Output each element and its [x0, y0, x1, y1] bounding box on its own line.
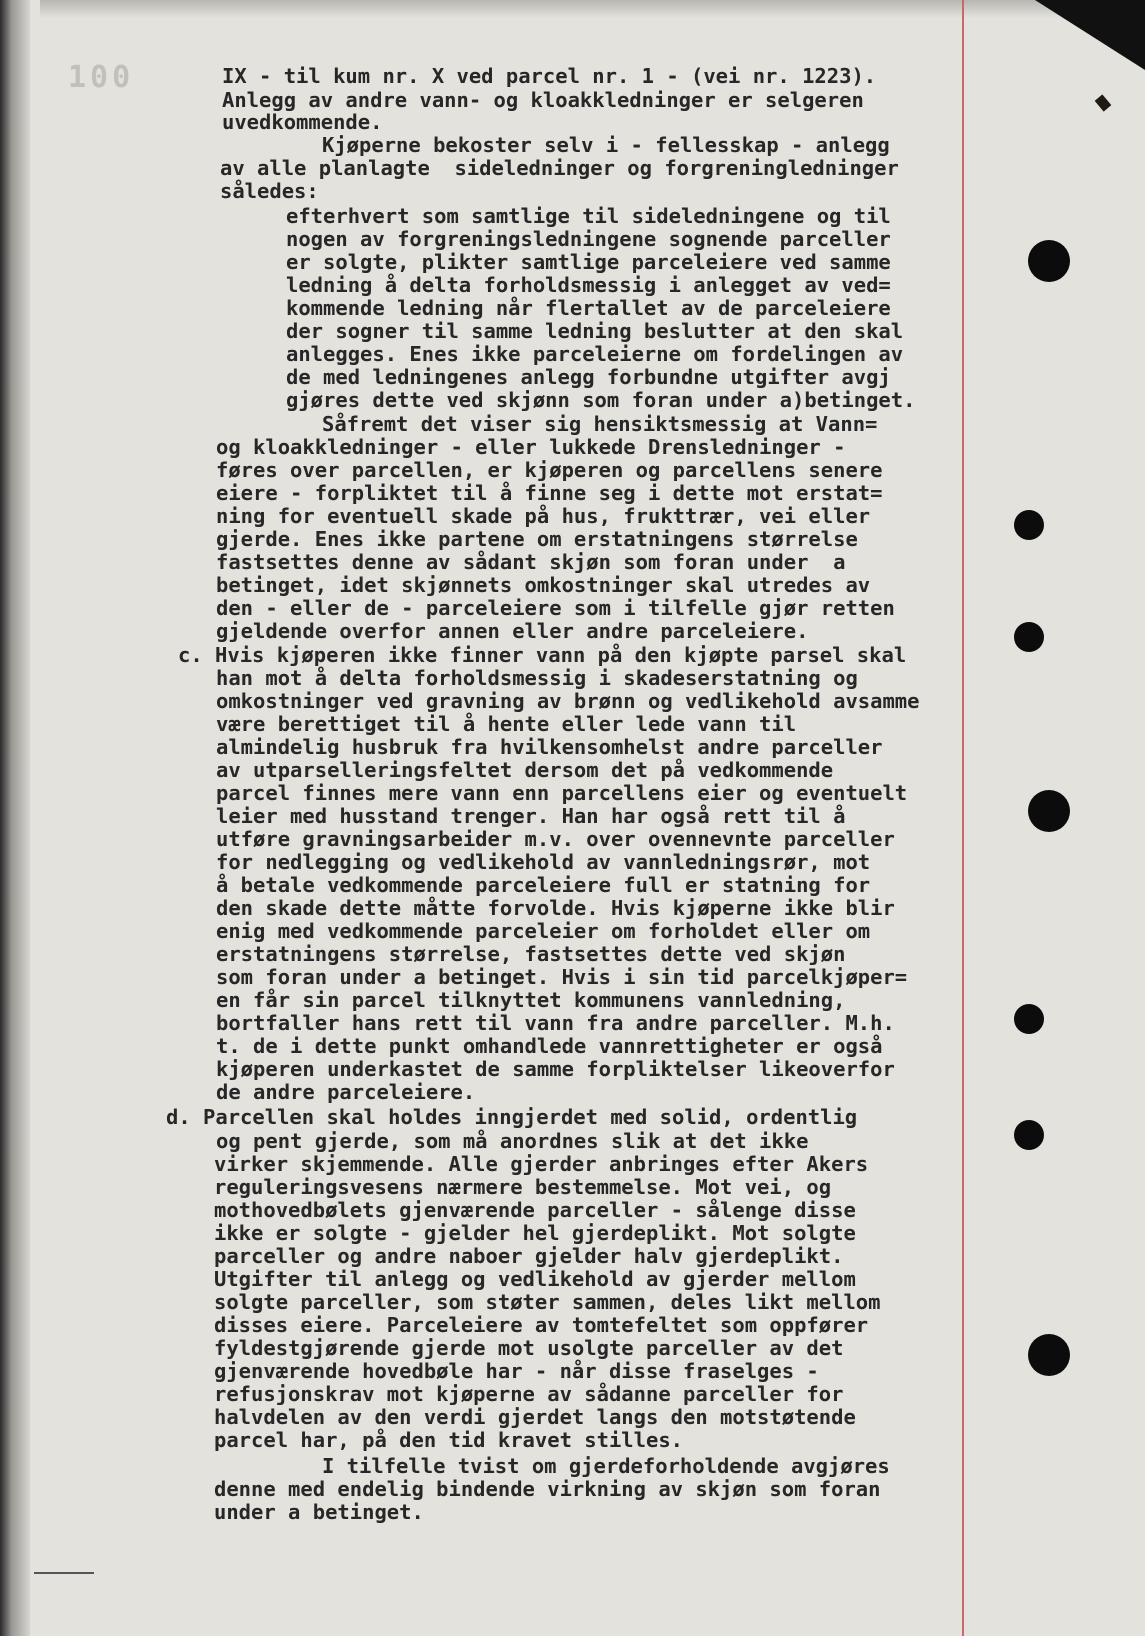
text-line: refusjonskrav mot kjøperne av sådanne parceller for — [214, 1382, 844, 1406]
text-line: ikke er solgte - gjelder hel gjerdeplikt. Mot solgte — [214, 1221, 856, 1245]
text-line: kommende ledning når flertallet av de parceleiere — [286, 296, 891, 320]
punch-hole — [1028, 790, 1070, 832]
punch-hole — [1014, 1004, 1044, 1034]
text-line: uvedkommende. — [222, 110, 383, 134]
text-line: denne med endelig bindende virkning av skjøn som foran — [214, 1477, 881, 1501]
ink-mark — [1095, 94, 1112, 111]
text-line: Anlegg av andre vann- og kloakkledninger er selgeren — [222, 88, 864, 112]
punch-hole — [1028, 240, 1070, 282]
margin-line — [962, 0, 964, 1636]
text-line: kjøperen underkastet de samme forpliktelser likeoverfor — [216, 1057, 895, 1081]
text-line: ledning å delta forholdsmessig i anlegget av ved= — [286, 273, 891, 297]
text-line: føres over parcellen, er kjøperen og parcellens senere — [216, 458, 883, 482]
text-line: leier med husstand trenger. Han har også rett til å — [216, 804, 846, 828]
text-line: således: — [220, 179, 319, 203]
text-line: Kjøperne bekoster selv i - fellesskap - anlegg — [322, 133, 890, 157]
text-line: solgte parceller, som støter sammen, deles likt mellom — [214, 1290, 881, 1314]
ink-mark — [34, 1572, 94, 1574]
text-line: og pent gjerde, som må anordnes slik at det ikke — [216, 1129, 809, 1153]
text-line: parcel finnes mere vann enn parcellens eier og eventuelt — [216, 781, 908, 805]
text-line: enig med vedkommende parceleier om forholdet eller om — [216, 919, 871, 943]
text-line: bortfaller hans rett til vann fra andre parceller. M.h. — [216, 1011, 895, 1035]
text-line: fyldestgjørende gjerde mot usolgte parceller av det — [214, 1336, 844, 1360]
text-line: gjenværende hovedbøle har - når disse fraselges - — [214, 1359, 819, 1383]
punch-hole — [1014, 510, 1044, 540]
text-line: mothovedbølets gjenværende parceller - sålenge disse — [214, 1198, 856, 1222]
punch-hole — [1014, 1120, 1044, 1150]
text-line: anlegges. Enes ikke parceleierne om fordelingen av — [286, 342, 904, 366]
text-line: de med ledningenes anlegg forbundne utgifter avgj — [286, 365, 891, 389]
text-line: efterhvert som samtlige til sideledningene og til — [286, 204, 891, 228]
torn-corner — [1035, 0, 1145, 70]
text-line: og kloakkledninger - eller lukkede Drensledninger - — [216, 435, 846, 459]
text-line: ning for eventuell skade på hus, frukttrær, vei eller — [216, 504, 871, 528]
text-line: I tilfelle tvist om gjerdeforholdende avgjøres — [322, 1454, 890, 1478]
text-line: nogen av forgreningsledningene sognende parceller — [286, 227, 891, 251]
text-line: som foran under a betinget. Hvis i sin tid parcelkjøper= — [216, 965, 908, 989]
text-line: parceller og andre naboer gjelder halv gjerdeplikt. — [214, 1244, 844, 1268]
text-line: virker skjemmende. Alle gjerder anbringes efter Akers — [214, 1152, 869, 1176]
text-line: omkostninger ved gravning av brønn og vedlikehold avsamme — [216, 689, 920, 713]
text-line: d. Parcellen skal holdes inngjerdet med solid, ordentlig — [166, 1105, 858, 1129]
text-line: gjerde. Enes ikke partene om erstatningens størrelse — [216, 527, 858, 551]
text-line: betinget, idet skjønnets omkostninger skal utredes av — [216, 573, 871, 597]
text-line: utføre gravningsarbeider m.v. over ovennevnte parceller — [216, 827, 895, 851]
text-line: Utgifter til anlegg og vedlikehold av gjerder mellom — [214, 1267, 856, 1291]
text-line: IX - til kum nr. X ved parcel nr. 1 - (vei nr. 1223). — [222, 64, 877, 88]
text-line: gjøres dette ved skjønn som foran under a)betinget. — [286, 388, 916, 412]
text-line: disses eiere. Parceleiere av tomtefeltet som oppfører — [214, 1313, 869, 1337]
text-line: fastsettes denne av sådant skjøn som foran under a — [216, 550, 846, 574]
punch-hole — [1028, 1334, 1070, 1376]
text-line: en får sin parcel tilknyttet kommunens vannledning, — [216, 988, 846, 1012]
page-top-shadow — [40, 0, 1145, 18]
text-line: av alle planlagte sideledninger og forgreningledninger — [220, 156, 899, 180]
text-line: være berettiget til å hente eller lede vann til — [216, 712, 797, 736]
text-line: under a betinget. — [214, 1500, 424, 1524]
text-line: eiere - forpliktet til å finne seg i dette mot erstat= — [216, 481, 883, 505]
text-line: den skade dette måtte forvolde. Hvis kjøperne ikke blir — [216, 896, 895, 920]
text-line: de andre parceleiere. — [216, 1080, 476, 1104]
text-line: Såfremt det viser sig hensiktsmessig at Vann= — [322, 412, 878, 436]
punch-hole — [1014, 622, 1044, 652]
text-line: gjeldende overfor annen eller andre parceleiere. — [216, 619, 809, 643]
text-line: erstatningens størrelse, fastsettes dette ved skjøn — [216, 942, 846, 966]
text-line: t. de i dette punkt omhandlede vannrettigheter er også — [216, 1034, 883, 1058]
text-line: er solgte, plikter samtlige parceleiere ved samme — [286, 250, 891, 274]
text-line: almindelig husbruk fra hvilkensomhelst andre parceller — [216, 735, 883, 759]
text-line: av utparselleringsfeltet dersom det på vedkommende — [216, 758, 834, 782]
page-number: 100 — [68, 60, 135, 95]
text-line: parcel har, på den tid kravet stilles. — [214, 1428, 683, 1452]
text-line: den - eller de - parceleiere som i tilfelle gjør retten — [216, 596, 895, 620]
text-line: han mot å delta forholdsmessig i skadeserstatning og — [216, 666, 858, 690]
text-line: c. Hvis kjøperen ikke finner vann på den kjøpte parsel skal — [178, 643, 907, 667]
text-line: å betale vedkommende parceleiere full er statning for — [216, 873, 871, 897]
text-line: halvdelen av den verdi gjerdet langs den motstøtende — [214, 1405, 856, 1429]
text-line: reguleringsvesens nærmere bestemmelse. Mot vei, og — [214, 1175, 832, 1199]
text-line: for nedlegging og vedlikehold av vannledningsrør, mot — [216, 850, 871, 874]
text-line: der sogner til samme ledning beslutter at den skal — [286, 319, 904, 343]
